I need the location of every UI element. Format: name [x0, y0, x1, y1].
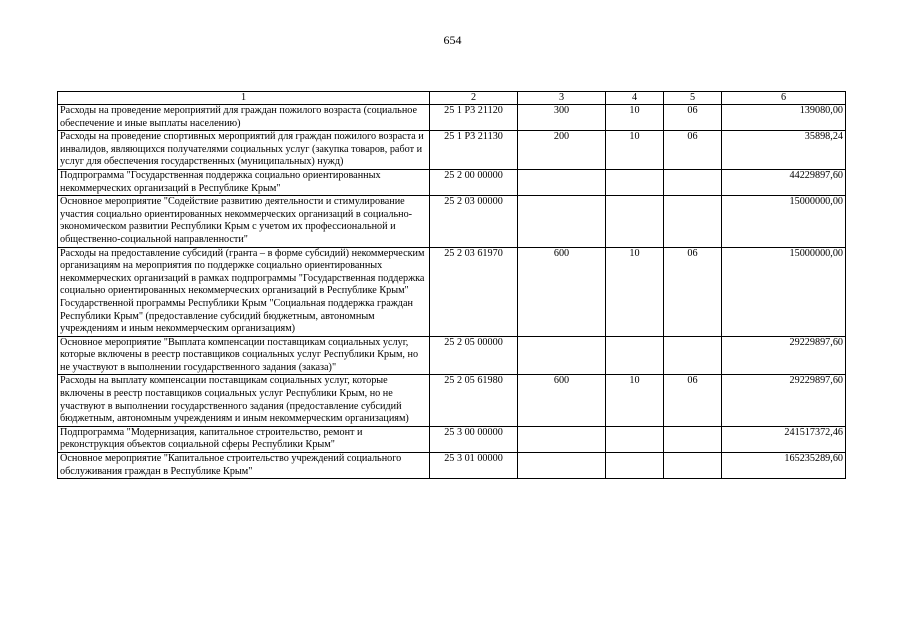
- subsection-code: [664, 336, 722, 375]
- target-article-code: 25 2 05 00000: [430, 336, 518, 375]
- section-code: [606, 336, 664, 375]
- subsection-code: [664, 426, 722, 452]
- target-article-code: 25 2 03 61970: [430, 247, 518, 336]
- table-header: [58, 92, 846, 105]
- expense-type-code: [518, 336, 606, 375]
- expense-name: Подпрограмма "Модернизация, капитальное строительство, ремонт и реконструкция объектов социальной сферы Республики Крым": [58, 426, 430, 452]
- expense-type-code: [518, 453, 606, 479]
- amount: 165235289,60: [722, 453, 846, 479]
- expense-type-code: [518, 169, 606, 195]
- amount: 29229897,60: [722, 375, 846, 426]
- table-row: [58, 169, 846, 195]
- table-row: [58, 247, 846, 336]
- table-row: [58, 426, 846, 452]
- expense-name: Расходы на проведение спортивных мероприятий для граждан пожилого возраста и инвалидов, являющихся получателями социальных услуг (закупка товаров, работ и услуг для обеспечения государственных (муниципальных) нужд): [58, 131, 430, 170]
- expense-type-code: 600: [518, 247, 606, 336]
- amount: 139080,00: [722, 105, 846, 131]
- target-article-code: 25 2 05 61980: [430, 375, 518, 426]
- table-row: [58, 453, 846, 479]
- target-article-code: 25 1 Р3 21120: [430, 105, 518, 131]
- amount: 15000000,00: [722, 196, 846, 247]
- section-code: 10: [606, 247, 664, 336]
- target-article-code: 25 2 00 00000: [430, 169, 518, 195]
- target-article-code: 25 1 Р3 21130: [430, 131, 518, 170]
- column-header-3: 3: [518, 92, 606, 105]
- section-code: 10: [606, 105, 664, 131]
- amount: 35898,24: [722, 131, 846, 170]
- expense-name: Подпрограмма "Государственная поддержка социально ориентированных некоммерческих организаций в Республике Крым": [58, 169, 430, 195]
- table-row: [58, 131, 846, 170]
- expense-name: Расходы на проведение мероприятий для граждан пожилого возраста (социальное обеспечение и иные выплаты населению): [58, 105, 430, 131]
- section-code: [606, 453, 664, 479]
- subsection-code: 06: [664, 247, 722, 336]
- column-header-5: 5: [664, 92, 722, 105]
- amount: 29229897,60: [722, 336, 846, 375]
- budget-table: [57, 91, 846, 479]
- table-row: [58, 105, 846, 131]
- column-header-2: 2: [430, 92, 518, 105]
- header-row: [58, 92, 846, 105]
- table-row: [58, 375, 846, 426]
- subsection-code: [664, 169, 722, 195]
- table-row: [58, 336, 846, 375]
- section-code: 10: [606, 375, 664, 426]
- section-code: [606, 169, 664, 195]
- target-article-code: 25 2 03 00000: [430, 196, 518, 247]
- expense-name: Основное мероприятие "Содействие развитию деятельности и стимулирование участия социально ориентированных некоммерческих организаций в социально-экономическом развитии Республики Крым с учетом их профессиональной и общественно-социальной направленности": [58, 196, 430, 247]
- expense-name: Основное мероприятие "Капитальное строительство учреждений социального обслуживания граждан в Республике Крым": [58, 453, 430, 479]
- subsection-code: 06: [664, 375, 722, 426]
- table-body: [58, 105, 846, 479]
- expense-type-code: 600: [518, 375, 606, 426]
- expense-type-code: 200: [518, 131, 606, 170]
- expense-name: Основное мероприятие "Выплата компенсации поставщикам социальных услуг, которые включены в реестр поставщиков социальных услуг Республики Крым, но не участвуют в выполнении государственного задания (заказа)": [58, 336, 430, 375]
- section-code: [606, 426, 664, 452]
- expense-name: Расходы на предоставление субсидий (гранта – в форме субсидий) некоммерческим организациям на мероприятия по поддержке социально ориентированных некоммерческих организаций в рамках подпрограммы "Государственная поддержка социально ориентированных некоммерческих организаций в Республике Крым" Государственной программы Республики Крым "Социальная поддержка граждан Республики Крым" (предоставление субсидий бюджетным, автономным учреждениям и иным некоммерческим организациям): [58, 247, 430, 336]
- section-code: [606, 196, 664, 247]
- subsection-code: [664, 196, 722, 247]
- subsection-code: 06: [664, 131, 722, 170]
- column-header-6: 6: [722, 92, 846, 105]
- amount: 241517372,46: [722, 426, 846, 452]
- expense-type-code: [518, 426, 606, 452]
- section-code: 10: [606, 131, 664, 170]
- column-header-4: 4: [606, 92, 664, 105]
- amount: 44229897,60: [722, 169, 846, 195]
- page-number: 654: [443, 33, 462, 47]
- target-article-code: 25 3 01 00000: [430, 453, 518, 479]
- target-article-code: 25 3 00 00000: [430, 426, 518, 452]
- subsection-code: [664, 453, 722, 479]
- expense-type-code: 300: [518, 105, 606, 131]
- column-header-1: 1: [58, 92, 430, 105]
- subsection-code: 06: [664, 105, 722, 131]
- expense-type-code: [518, 196, 606, 247]
- amount: 15000000,00: [722, 247, 846, 336]
- table-row: [58, 196, 846, 247]
- expense-name: Расходы на выплату компенсации поставщикам социальных услуг, которые включены в реестр поставщиков социальных услуг Республики Крым, но не участвуют в выполнении государственного задания (предоставление субсидий бюджетным, автономным учреждениям и иным некоммерческим организациям): [58, 375, 430, 426]
